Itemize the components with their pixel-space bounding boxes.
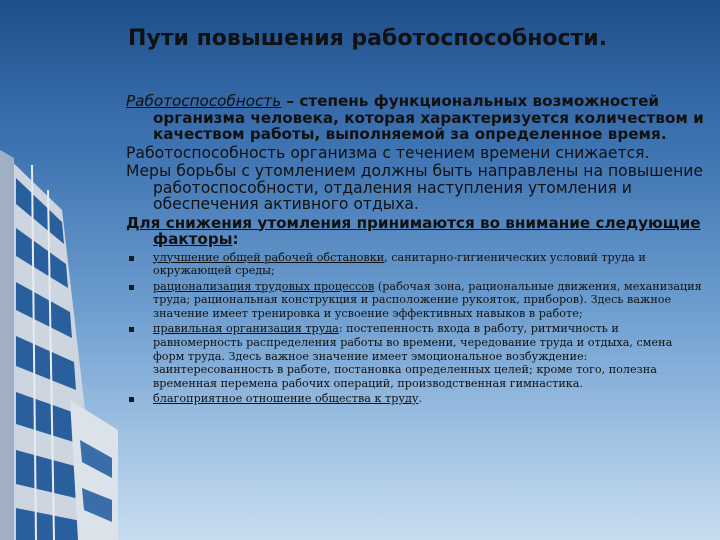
factor-text: (рабочая зона, рациональные движения, механизация труда; рациональная конструкция и расположение рукояток, приборов). Здесь важное значение имеет тренировка и усвоение эффективных навыков в работе; <box>153 279 702 320</box>
list-item <box>126 251 706 278</box>
building-corner <box>0 150 14 540</box>
factors-intro <box>126 215 706 248</box>
factor-text: : постепенность входа в работу, ритмичность и равномерность распределения работы во времени, чередование труда и отдыха, смена форм труда. Здесь важное значение имеет эмоциональное возбуждение: заинтересованность в работе, постановка определенных целей; кроме того, полезна временная перемена рабочих операций, производственная гимнастика. <box>153 322 673 390</box>
definition-paragraph <box>126 93 706 143</box>
definition-term: Работоспособность <box>126 92 282 110</box>
list-item <box>126 280 706 321</box>
square-bullet-icon <box>129 285 134 290</box>
square-bullet-icon <box>129 397 134 402</box>
factor-lead: правильная организация труда <box>153 322 339 336</box>
list-item <box>126 322 706 390</box>
factors-list <box>126 251 706 407</box>
slide-title: Пути повышения работоспособности. <box>128 26 608 51</box>
factor-lead: рационализация трудовых процессов <box>153 279 375 293</box>
definition-text: – степень функциональных возможностей организма человека, которая характеризуется количеством и качеством работы, выполняемой за определенное время. <box>153 92 704 143</box>
factor-text: . <box>418 392 423 406</box>
factor-text: , санитарно-гигиенических условий труда и окружающей среды; <box>153 250 646 278</box>
slide-body <box>126 93 706 408</box>
square-bullet-icon <box>129 327 134 332</box>
paragraph-measures: Меры борьбы с утомлением должны быть направлены на повышение работоспособности, отдаления наступления утомления и обеспечения активного отдыха. <box>126 162 704 213</box>
paragraph-decline: Работоспособность организма с течением времени снижается. <box>126 143 650 162</box>
list-item <box>126 392 706 406</box>
factors-intro-suffix: : <box>232 230 239 248</box>
factor-lead: улучшение общей рабочей обстановки <box>153 250 385 264</box>
factor-lead: благоприятное отношение общества к труду <box>153 392 419 406</box>
square-bullet-icon <box>129 256 134 261</box>
factors-intro-text: Для снижения утомления принимаются во внимание следующие факторы <box>126 213 701 248</box>
